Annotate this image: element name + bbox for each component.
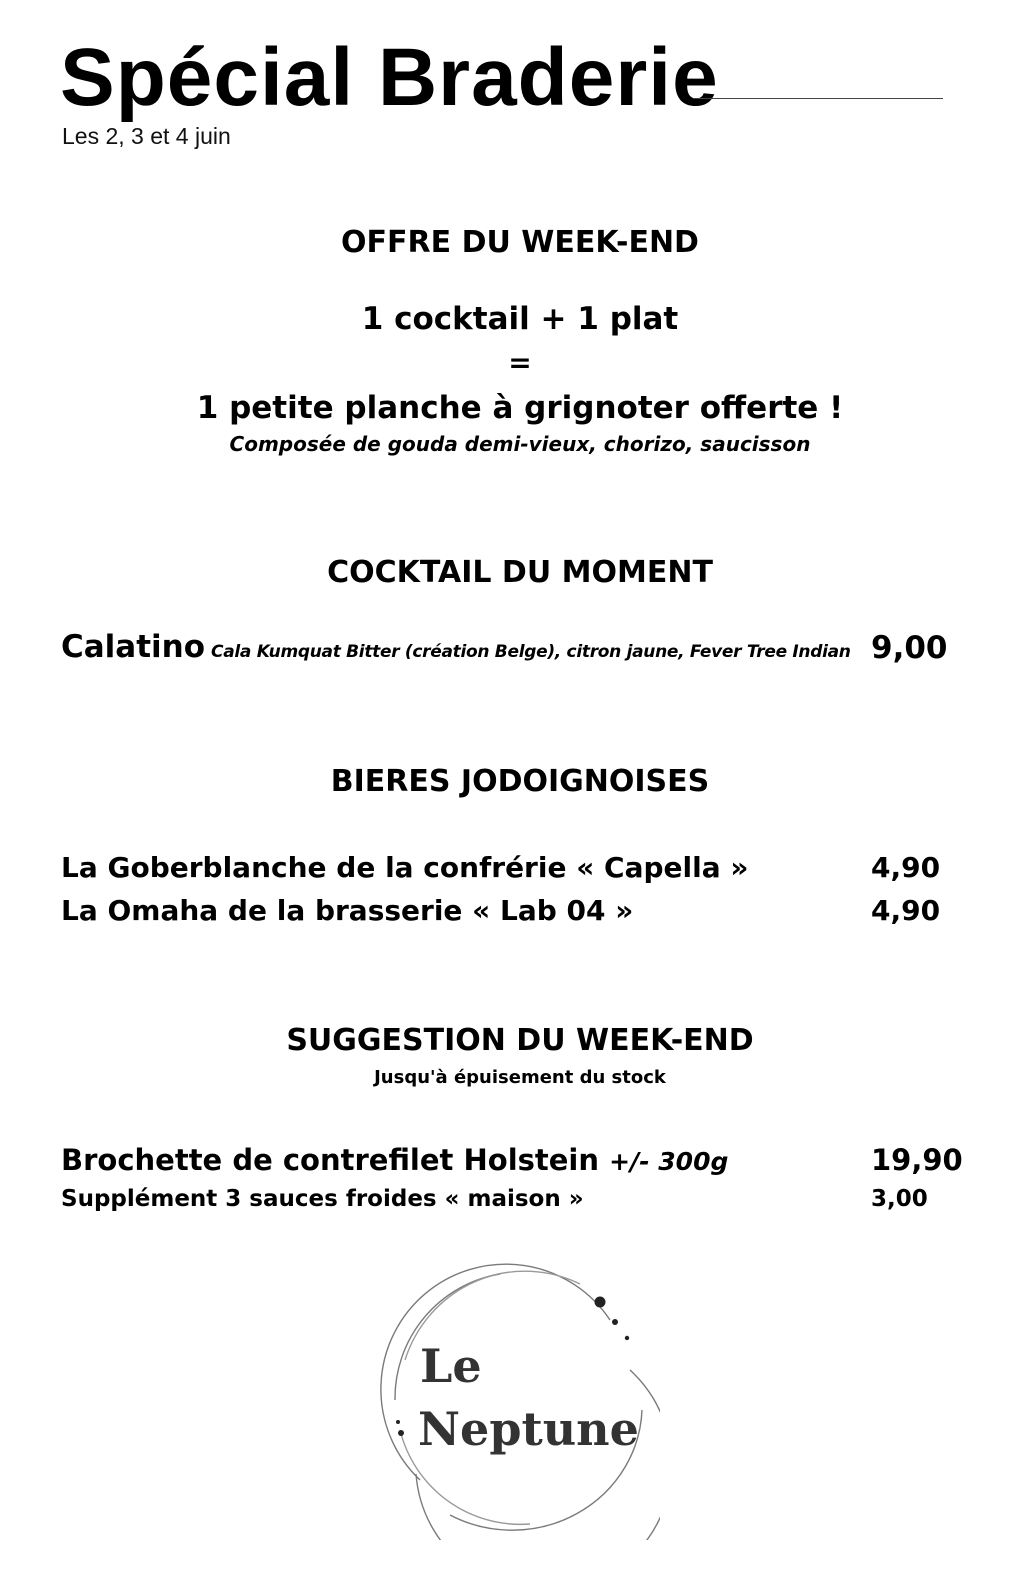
beer-item-name: La Omaha de la brasserie « Lab 04 » bbox=[61, 894, 634, 927]
cocktail-item bbox=[61, 627, 851, 672]
offer-note: Composée de gouda demi-vieux, chorizo, saucisson bbox=[229, 432, 811, 456]
logo-text-neptune: Neptune bbox=[418, 1402, 639, 1456]
title-divider bbox=[693, 98, 943, 99]
offer-heading: OFFRE DU WEEK-END bbox=[341, 225, 699, 260]
suggestion-note: Jusqu'à épuisement du stock bbox=[374, 1067, 666, 1088]
offer-line-2: 1 petite planche à grignoter offerte ! bbox=[196, 390, 844, 426]
offer-line-1: 1 cocktail + 1 plat bbox=[361, 301, 679, 337]
beer-item-name: La Goberblanche de la confrérie « Capella » bbox=[61, 851, 749, 884]
logo-text-le: Le bbox=[420, 1339, 482, 1393]
suggestion-main-item bbox=[61, 1141, 728, 1181]
page-title: Spécial Braderie bbox=[60, 32, 719, 123]
cocktail-description: Cala Kumquat Bitter (création Belge), citron jaune, Fever Tree Indian bbox=[211, 642, 851, 662]
suggestion-heading: SUGGESTION DU WEEK-END bbox=[286, 1023, 754, 1058]
cocktail-heading: COCKTAIL DU MOMENT bbox=[327, 555, 713, 590]
suggestion-main-price: 19,90 bbox=[871, 1143, 963, 1177]
cocktail-name: Calatino bbox=[61, 629, 206, 665]
beer-item-price: 4,90 bbox=[871, 851, 941, 884]
supplement-name: Supplément 3 sauces froides « maison » bbox=[61, 1186, 584, 1212]
le-neptune-logo bbox=[380, 1260, 660, 1540]
cocktail-price: 9,00 bbox=[871, 630, 948, 666]
supplement-price: 3,00 bbox=[871, 1186, 928, 1212]
beers-heading: BIERES JODOIGNOISES bbox=[330, 764, 710, 799]
event-dates: Les 2, 3 et 4 juin bbox=[62, 123, 231, 149]
beer-item-price: 4,90 bbox=[871, 894, 941, 927]
suggestion-main-name: Brochette de contrefilet Holstein bbox=[61, 1143, 600, 1177]
offer-equals: = bbox=[508, 346, 532, 379]
suggestion-main-weight: +/- 300g bbox=[609, 1147, 729, 1176]
